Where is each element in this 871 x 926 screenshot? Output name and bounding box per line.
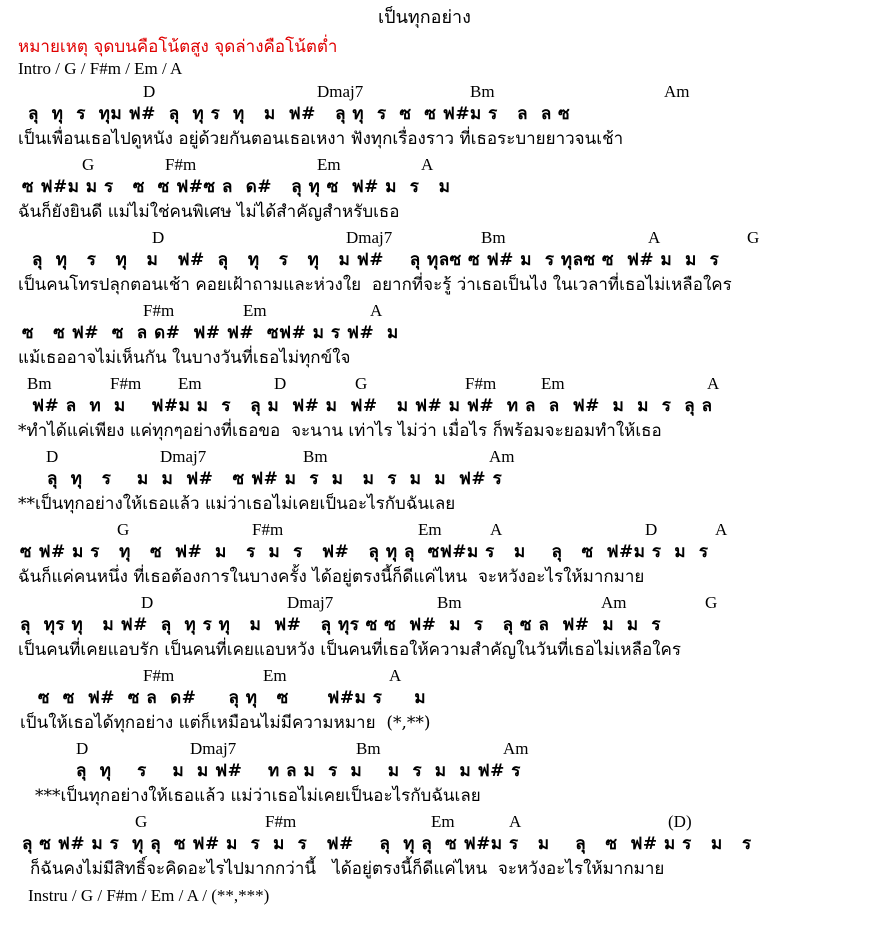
chord-label: Em — [317, 155, 341, 174]
song-title: เป็นทุกอย่าง — [378, 7, 471, 28]
chord-label: Bm — [27, 374, 52, 393]
chord-label: F#m — [465, 374, 497, 393]
chord-label: Am — [664, 82, 690, 101]
outro-line: Instru / G / F#m / Em / A / (**,***) — [28, 886, 270, 905]
lyric-line: *ทำได้แค่เพียง แค่ทุกๆอย่างที่เธอขอ จะนาน เท่าไร ไม่ว่า เมื่อไร ก็พร้อมจะยอมทำให้เธอ — [18, 421, 662, 441]
lyric-line: เป็นเพื่อนเธอไปดูหนัง อยู่ด้วยกันตอนเธอเหงา ฟังทุกเรื่องราว ที่เธอระบายยาวจนเช้า — [18, 129, 624, 149]
lyric-line: เป็นให้เธอได้ทุกอย่าง แต่ก็เหมือนไม่มีความหมาย (*,**) — [20, 713, 431, 733]
chord-label: F#m — [143, 666, 175, 685]
chord-label: G — [747, 228, 760, 247]
chord-label: Am — [503, 739, 529, 758]
chord-label: F#m — [143, 301, 175, 320]
chord-label: D — [76, 739, 89, 758]
chord-label: Bm — [470, 82, 495, 101]
chord-label: Dmaj7 — [346, 228, 393, 247]
chord-label: Bm — [303, 447, 328, 466]
chord-label: F#m — [165, 155, 197, 174]
chord-label: Am — [489, 447, 515, 466]
note-line: ซ ฟ#ม ม ร ซ ซ ฟ#ซ ล ด# ลุ ทุ ซ ฟ# ม ร ม — [22, 177, 451, 197]
intro-line: Intro / G / F#m / Em / A — [18, 59, 183, 78]
lyric-line: แม้เธออาจไม่เห็นกัน ในบางวันที่เธอไม่ทุกข์ใจ — [18, 348, 351, 368]
chord-label: Em — [541, 374, 565, 393]
lyric-line: เป็นคนโทรปลุกตอนเช้า คอยเฝ้าถามและห่วงใย อยากที่จะรู้ ว่าเธอเป็นไง ในเวลาที่เธอไม่เหลือใคร — [18, 275, 732, 295]
chord-label: Em — [431, 812, 455, 831]
chord-label: D — [46, 447, 59, 466]
chord-label: Em — [243, 301, 267, 320]
chord-label: F#m — [265, 812, 297, 831]
lyric-line: ***เป็นทุกอย่างให้เธอแล้ว แม่ว่าเธอไม่เคยเป็นอะไรกับฉันเลย — [35, 786, 481, 806]
note-line: ลุ ทุ ร ทุ ม ฟ# ลุ ทุ ร ทุ ม ฟ# ลุ ทุลซ ซ ฟ# ม ร ทุลซ ซ ฟ# ม ม ร — [32, 250, 720, 270]
chord-label: G — [705, 593, 718, 612]
note-line: ซ ฟ# ม ร ทุ ซ ฟ# ม ร ม ร ฟ# ลุ ทุ ลุ ซฟ#ม ร ม ลุ ซ ฟ#ม ร ม ร — [20, 542, 709, 562]
note-line: ลุ ซ ฟ# ม ร ทุ ลุ ซ ฟ# ม ร ม ร ฟ# ลุ ทุ ลุ ซ ฟ#ม ร ม ลุ ซ ฟ# ม ร ม ร — [22, 834, 752, 854]
chord-label: D — [152, 228, 165, 247]
chord-label: G — [82, 155, 95, 174]
chord-label: Em — [418, 520, 442, 539]
chord-label: G — [355, 374, 368, 393]
note-line: ซ ซ ฟ# ซ ล ด# ฟ# ฟ# ซฟ# ม ร ฟ# ม — [22, 323, 399, 343]
chord-label: A — [648, 228, 661, 247]
chord-label: D — [141, 593, 154, 612]
chord-label: Dmaj7 — [190, 739, 237, 758]
note-line: ลุ ทุ ร ทุม ฟ# ลุ ทุ ร ทุ ม ฟ# ลุ ทุ ร ซ ซ ฟ#ม ร ล ล ซ — [28, 104, 571, 124]
chord-label: Bm — [437, 593, 462, 612]
chord-label: D — [143, 82, 156, 101]
chord-label: D — [645, 520, 658, 539]
note-line: ลุ ทุ ร ม ม ฟ# ท ล ม ร ม ม ร ม ม ฟ# ร — [76, 761, 521, 781]
notation-note: หมายเหตุ จุดบนคือโน้ตสูง จุดล่างคือโน้ตต่ำ — [18, 37, 338, 57]
chord-label: A — [370, 301, 383, 320]
chord-label: A — [509, 812, 522, 831]
chord-label: Am — [601, 593, 627, 612]
chord-label: A — [389, 666, 402, 685]
lyric-line: ก็ฉันคงไม่มีสิทธิ์จะคิดอะไรไปมากกว่านี้ ได้อยู่ตรงนี้ก็ดีแค่ไหน จะหวังอะไรให้มากมาย — [30, 859, 665, 879]
lyric-line: เป็นคนที่เคยแอบรัก เป็นคนที่เคยแอบหวัง เป็นคนที่เธอให้ความสำคัญในวันที่เธอไม่เหลือใคร — [18, 640, 681, 660]
chord-label: G — [117, 520, 130, 539]
chord-label: D — [274, 374, 287, 393]
chord-label: G — [135, 812, 148, 831]
chord-label: A — [421, 155, 434, 174]
chord-label: Em — [178, 374, 202, 393]
chord-label: A — [707, 374, 720, 393]
chord-label: F#m — [110, 374, 142, 393]
chord-label: Bm — [481, 228, 506, 247]
lyric-line: ฉันก็แค่คนหนึ่ง ที่เธอต้องการในบางครั้ง ได้อยู่ตรงนี้ก็ดีแค่ไหน จะหวังอะไรให้มากมาย — [18, 567, 645, 587]
note-line: ซ ซ ฟ# ซ ล ด# ลุ ทุ ซ ฟ#ม ร ม — [38, 688, 427, 708]
lyric-line: ฉันก็ยังยินดี แม่ไม่ใช่คนพิเศษ ไม่ได้สำคัญสำหรับเธอ — [18, 202, 400, 222]
chord-label: Bm — [356, 739, 381, 758]
chord-label: Dmaj7 — [160, 447, 207, 466]
chord-label: F#m — [252, 520, 284, 539]
chord-label: Dmaj7 — [317, 82, 364, 101]
chord-label: Dmaj7 — [287, 593, 334, 612]
chord-label: Em — [263, 666, 287, 685]
lyric-line: **เป็นทุกอย่างให้เธอแล้ว แม่ว่าเธอไม่เคยเป็นอะไรกับฉันเลย — [18, 494, 456, 514]
chord-label: (D) — [668, 812, 692, 831]
note-line: ลุ ทุร ทุ ม ฟ# ลุ ทุ ร ทุ ม ฟ# ลุ ทุร ซ ซ ฟ# ม ร ลุ ซ ล ฟ# ม ม ร — [20, 615, 662, 635]
note-line: ฟ# ล ท ม ฟ#ม ม ร ลุ ม ฟ# ม ฟ# ม ฟ# ม ฟ# ท ล ล ฟ# ม ม ร ลุ ล — [32, 396, 713, 416]
chord-label: A — [715, 520, 728, 539]
chord-label: A — [490, 520, 503, 539]
note-line: ลุ ทุ ร ม ม ฟ# ซ ฟ# ม ร ม ม ร ม ม ฟ# ร — [47, 469, 503, 489]
